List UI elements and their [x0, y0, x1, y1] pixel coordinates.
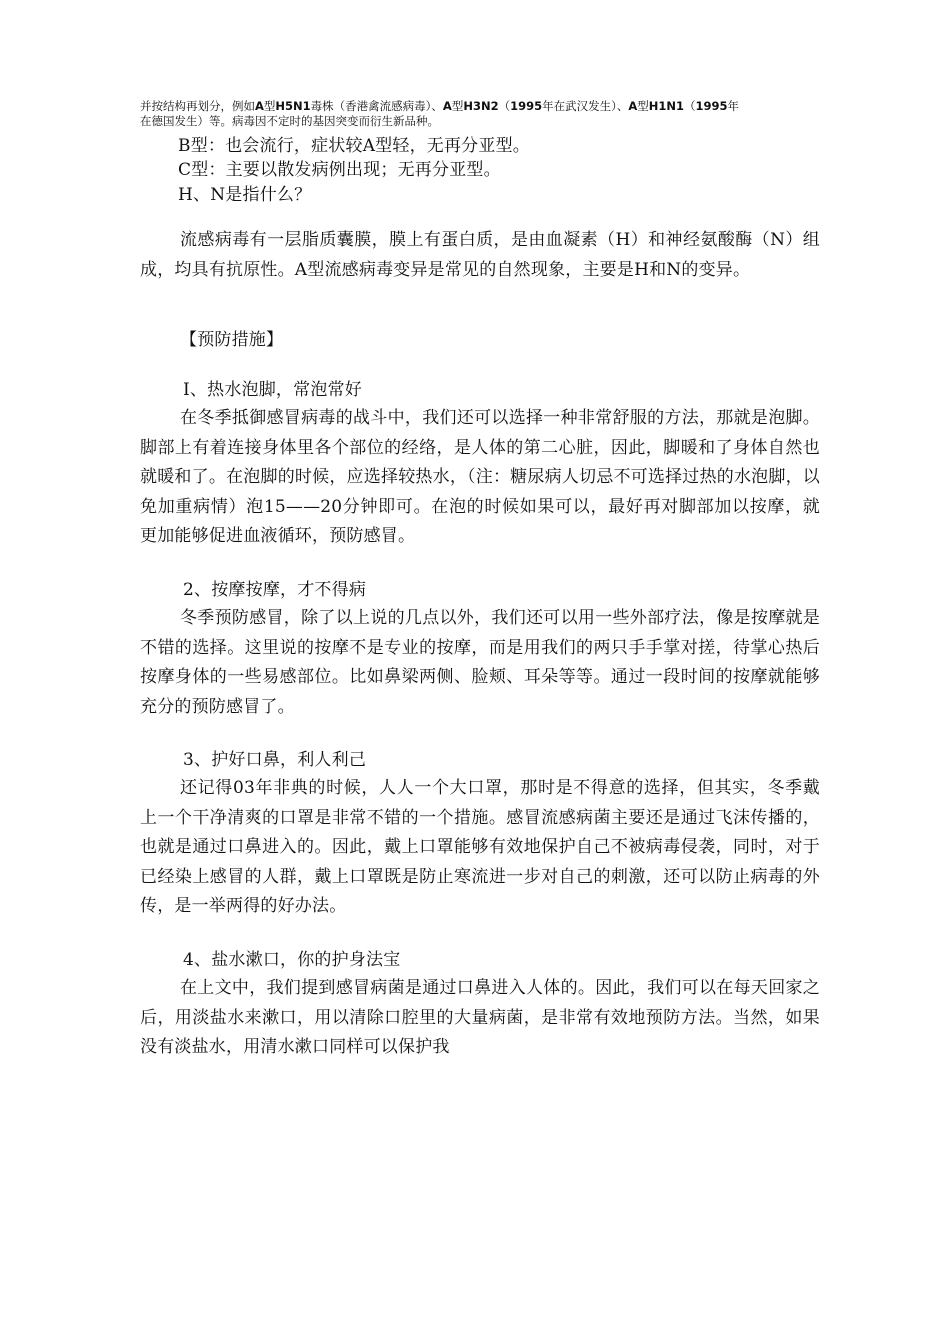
- intro-text: A: [442, 99, 452, 113]
- year: 1995: [510, 99, 543, 113]
- intro-text: （: [498, 99, 511, 113]
- hn-answer-paragraph: 流感病毒有一层脂质囊膜，膜上有蛋白质，是由血凝素（H）和神经氨酸酶（N）组成，均具有抗原性。A型流感病毒变异是常见的自然现象，主要是H和N的变异。: [140, 230, 820, 280]
- type-b-line: B型：也会流行，症状较A型轻，无再分亚型。: [178, 136, 530, 156]
- section-body-1: 在冬季抵御感冒病毒的战斗中，我们还可以选择一种非常舒服的方法，那就是泡脚。脚部上有着连接身体里各个部位的经络，是人体的第二心脏，因此，脚暖和了身体自然也就暖和了。在泡脚的时候，应选择较热水，（注：糖尿病人切忌不可选择过热的水泡脚，以免加重病情）泡15——20分钟即可。在泡的时候如果可以，最好再对脚部加以按摩，就更加能够促进血液循环，预防感冒。: [140, 408, 820, 546]
- type-c-line: C型：主要以散发病例出现；无再分亚型。: [178, 160, 501, 180]
- intro-text: 并按结构再划分，例如: [140, 99, 255, 113]
- strain-code: H5N1: [275, 99, 311, 113]
- intro-text: （: [684, 99, 696, 113]
- prevention-title: 【预防措施】: [180, 330, 284, 350]
- intro-text: 年: [727, 99, 740, 113]
- section-body-4: 在上文中，我们提到感冒病菌是通过口鼻进入人体的。因此，我们可以在每天回家之后，用淡盐水来漱口，用以清除口腔里的大量病菌，是非常有效地预防方法。当然，如果没有淡盐水，用清水漱口同样可以保护我: [140, 978, 820, 1057]
- strain-code: H1N1: [648, 99, 685, 113]
- intro-line-1: [140, 99, 820, 114]
- intro-text: 毒株（香港禽流感病毒）、: [310, 99, 443, 113]
- year: 1995: [695, 99, 728, 113]
- section-heading-4: 4、盐水漱口，你的护身法宝: [183, 950, 401, 970]
- intro-text: 型: [637, 99, 649, 113]
- section-heading-3: 3、护好口鼻，利人利己: [183, 750, 367, 770]
- intro-text: 型: [451, 99, 464, 113]
- section-heading-2: 2、按摩按摩，才不得病: [183, 580, 367, 600]
- intro-line-2: 在德国发生）等。病毒因不定时的基因突变而衍生新品种。: [140, 114, 439, 128]
- section-body-3: 还记得03年非典的时候，人人一个大口罩，那时是不得意的选择，但其实，冬季戴上一个干净清爽的口罩是非常不错的一个措施。感冒流感病菌主要还是通过飞沫传播的，也就是通过口鼻进入的。因此，戴上口罩能够有效地保护自己不被病毒侵袭，同时，对于已经染上感冒的人群，戴上口罩既是防止寒流进一步对自己的刺激，还可以防止病毒的外传，是一举两得的好办法。: [140, 778, 820, 916]
- intro-text: 年在武汉发生）、: [542, 99, 629, 113]
- section-body-2: 冬季预防感冒，除了以上说的几点以外，我们还可以用一些外部疗法，像是按摩就是不错的选择。这里说的按摩不是专业的按摩，而是用我们的两只手手掌对搓，待掌心热后按摩身体的一些易感部位。比如鼻梁两侧、脸颊、耳朵等等。通过一段时间的按摩就能够充分的预防感冒了。: [140, 608, 820, 717]
- hn-question: H、N是指什么？: [178, 185, 312, 205]
- intro-text: 型: [263, 99, 276, 113]
- intro-text: A: [628, 99, 638, 113]
- strain-code: H3N2: [463, 99, 499, 113]
- section-heading-1: I、热水泡脚，常泡常好: [183, 380, 362, 400]
- intro-text: A: [255, 99, 264, 113]
